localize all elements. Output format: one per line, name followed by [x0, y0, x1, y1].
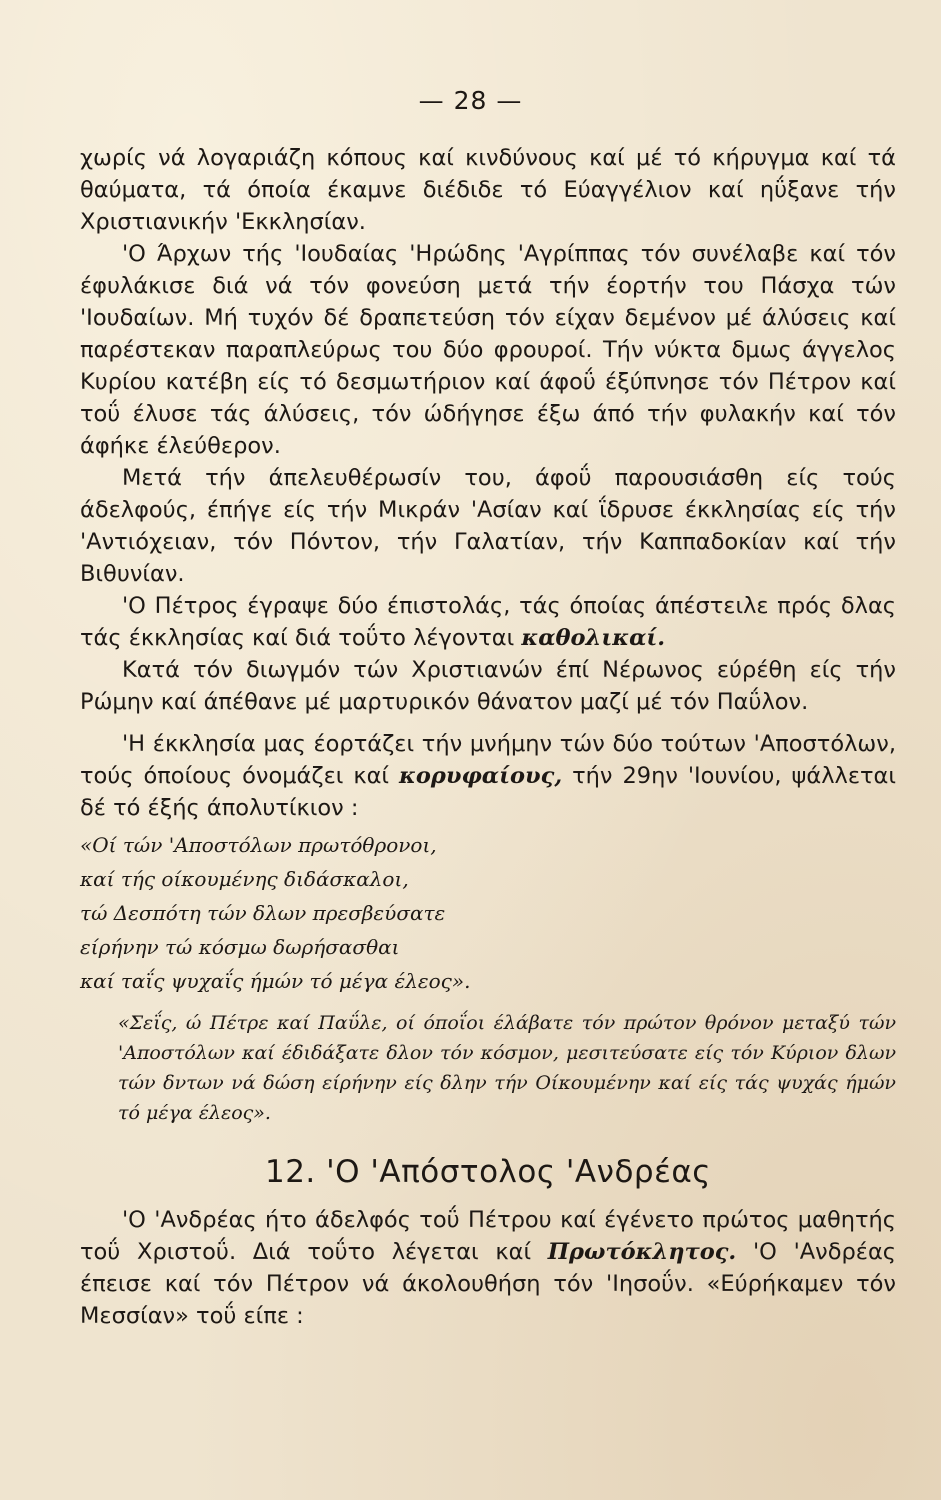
- paragraph-text: 'Ο 'Ανδρέας έπεισε καί τόν Πέτρον νά άκολουθήση τόν 'Ιησοΰν. «Εύρήκαμεν τόν Μεσσίαν» τοΰ είπε :: [80, 1239, 896, 1329]
- emphasized-term: κορυφαίους,: [399, 763, 563, 789]
- paragraph-text: 'Η έκκλησία μας έορτάζει τήν μνήμην τών δύο τούτων 'Αποστόλων, τούς όποίους όνομάζει καί: [80, 731, 896, 789]
- section-heading: 12. 'Ο 'Απόστολος 'Ανδρέας: [264, 1154, 711, 1190]
- paragraph: Μετά τήν άπελευθέρωσίν του, άφοΰ παρουσιάσθη είς τούς άδελφούς, έπήγε είς τήν Μικράν 'Ασίαν καί ΐδρυσε έκκλησίας είς τήν 'Αντιόχειαν, τόν Πόντον, τήν Γαλατίαν, τήν Καππαδοκίαν καί τήν Βιθυνίαν.: [80, 465, 896, 587]
- paragraph: χωρίς νά λογαριάζη κόπους καί κινδύνους καί μέ τό κήρυγμα καί τά θαύματα, τά όποία έκαμνε διέδιδε τό Εύαγγέλιον καί ηΰξανε τήν Χριστιανικήν 'Εκκλησίαν.: [80, 145, 896, 235]
- page-number: — 28 —: [418, 86, 523, 115]
- emphasized-term: Πρωτόκλητος.: [547, 1239, 737, 1265]
- hymn-line: καί ταΐς ψυχαΐς ήμών τό μέγα έλεος».: [80, 969, 471, 993]
- emphasized-term: καθολικαί.: [521, 625, 666, 651]
- body-text: [80, 142, 896, 1332]
- paragraph: [80, 590, 896, 654]
- hymn-line: «Οί τών 'Αποστόλων πρωτόθρονοι,: [80, 833, 437, 857]
- paragraph: Κατά τόν διωγμόν τών Χριστιανών έπί Νέρωνος εύρέθη είς τήν Ρώμην καί άπέθανε μέ μαρτυρικόν θάνατον μαζί μέ τόν Παΰλον.: [80, 657, 896, 715]
- hymn-line: καί τής οίκουμένης διδάσκαλοι,: [80, 867, 409, 891]
- paragraph: [80, 1204, 896, 1332]
- hymn-translation: «Σεΐς, ώ Πέτρε καί Παΰλε, οί όποΐοι έλάβατε τόν πρώτον θρόνον μεταξύ τών 'Αποστόλων καί έδιδάξατε δλον τόν κόσμον, μεσιτεύσατε είς τόν Κύριον δλων τών δντων νά δώση είρήνην είς δλην τήν Οίκουμένην καί είς τάς ψυχάς ήμών τό μέγα έλεος».: [118, 1012, 896, 1124]
- hymn-line: τώ Δεσπότη τών δλων πρεσβεύσατε: [80, 901, 446, 925]
- hymn-text: [80, 828, 896, 998]
- paragraph-text: 'Ο 'Ανδρέας ήτο άδελφός τοΰ Πέτρου καί έγένετο πρώτος μαθητής τοΰ Χριστοΰ. Διά τοΰτο λέγεται καί: [80, 1207, 896, 1265]
- paragraph-text: 'Ο Πέτρος έγραψε δύο έπιστολάς, τάς όποίας άπέστειλε πρός δλας τάς έκκλησίας καί διά τοΰτο λέγονται: [80, 593, 896, 651]
- paragraph-text: τήν 29ην 'Ιουνίου, ψάλλεται δέ τό έξής άπολυτίκιον :: [80, 763, 896, 821]
- paragraph: [80, 728, 896, 824]
- hymn-line: είρήνην τώ κόσμω δωρήσασθαι: [80, 935, 400, 959]
- paragraph: 'Ο Άρχων τής 'Ιουδαίας 'Ηρώδης 'Αγρίππας τόν συνέλαβε καί τόν έφυλάκισε διά νά τόν φονεύση μετά τήν έορτήν του Πάσχα τών 'Ιουδαίων. Μή τυχόν δέ δραπετεύση τόν είχαν δεμένον μέ άλύσεις καί παρέστεκαν παραπλεύρως του δύο φρουροί. Τήν νύκτα δμως άγγελος Κυρίου κατέβη είς τό δεσμωτήριον καί άφοΰ έξύπνησε τόν Πέτρον καί τοΰ έλυσε τάς άλύσεις, τόν ώδήγησε έξω άπό τήν φυλακήν καί τόν άφήκε έλεύθερον.: [80, 241, 896, 459]
